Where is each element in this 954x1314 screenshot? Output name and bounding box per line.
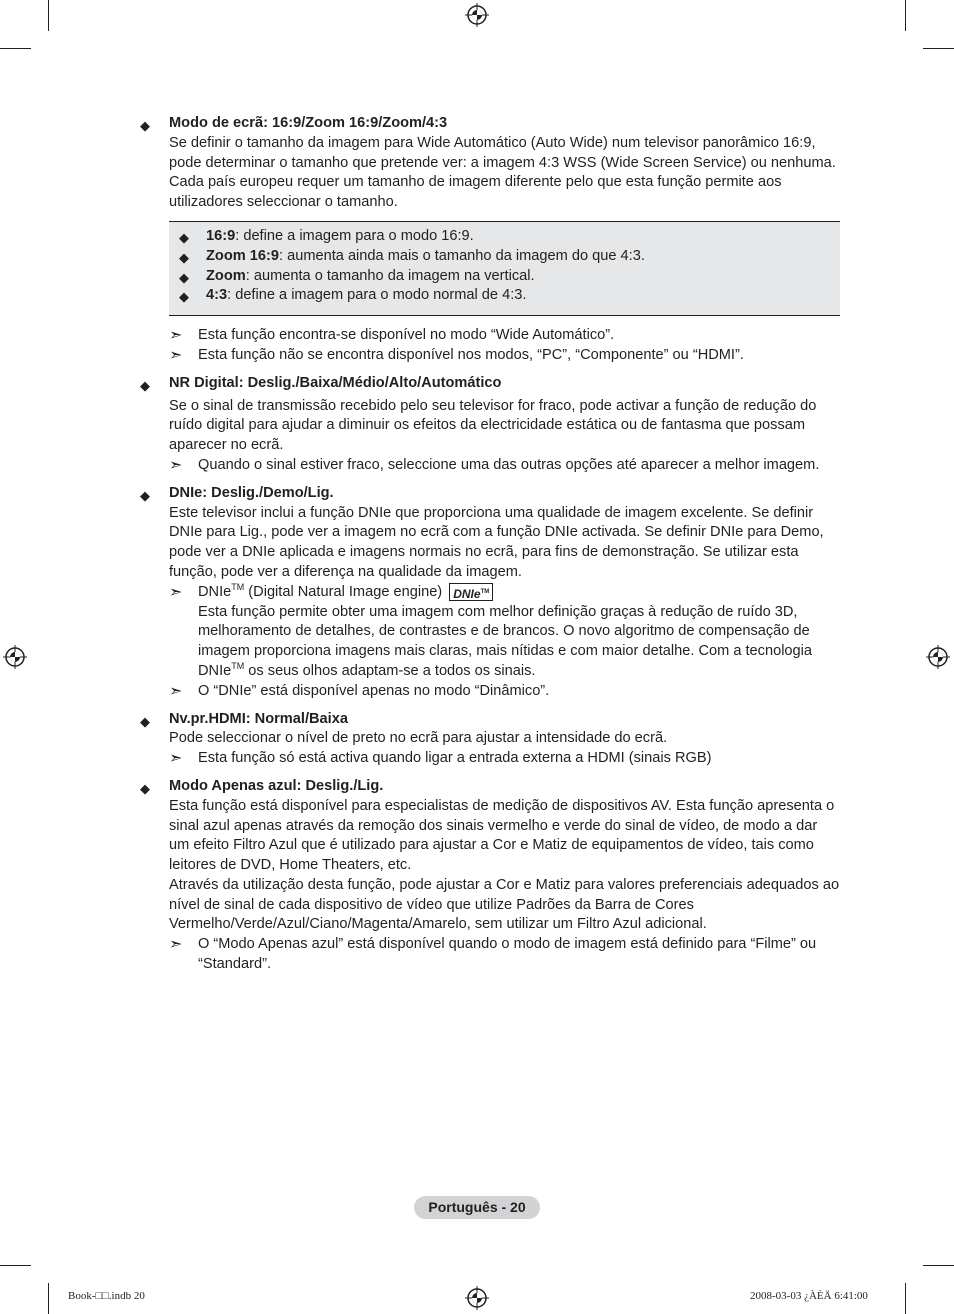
option-item (179, 267, 840, 287)
crop-mark (48, 0, 49, 31)
crop-mark (905, 0, 906, 31)
section-body: Pode seleccionar o nível de preto no ecrã para ajustar a intensidade do ecrã. (169, 730, 668, 747)
option-text: : aumenta o tamanho da imagem na vertical. (245, 267, 535, 284)
option-item (179, 286, 840, 306)
section-body: Este televisor inclui a função DNIe que proporciona uma qualidade de imagem excelente. Se definir DNIe para Lig., pode ver a imagem no ecrã com a função DNIe activada. Se definir DNIe para Demo, pode ver a DNIe aplicada e imagens normais no ecrã, para fins de demonstração. Se utilizar esta função, pode ver a diferença na qualidade da imagem. (169, 504, 824, 580)
footer-file-info: Book-□□.indb 20 (68, 1290, 145, 1302)
option-item (179, 247, 840, 267)
footer-timestamp: 2008-03-03 ¿ÀÈÄ 6:41:00 (750, 1290, 868, 1302)
crop-mark (48, 1283, 49, 1314)
note (169, 346, 840, 366)
note-text (198, 603, 840, 682)
crop-mark (923, 48, 954, 49)
note-arrow-icon: ➣ (169, 327, 183, 345)
diamond-bullet-icon: ◆ (140, 377, 150, 393)
note (169, 749, 840, 769)
dnie-expansion: (Digital Natural Image engine) (244, 583, 443, 600)
dnie-logo (449, 583, 493, 601)
crop-mark (0, 48, 31, 49)
option-text: : define a imagem para o modo 16:9. (235, 227, 474, 244)
option-term: Zoom (206, 267, 246, 284)
option-box (169, 221, 840, 316)
section-hdmi-black-level (140, 710, 840, 769)
diamond-bullet-icon: ◆ (140, 118, 150, 133)
note-arrow-icon: ➣ (169, 583, 183, 601)
diamond-bullet-icon: ◆ (179, 249, 189, 265)
diamond-bullet-icon: ◆ (140, 780, 150, 796)
option-term: 16:9 (206, 227, 236, 244)
note-arrow-icon: ➣ (169, 936, 183, 954)
diamond-bullet-icon: ◆ (140, 713, 150, 729)
page-number-badge: Português - 20 (414, 1196, 540, 1219)
manual-content (140, 114, 840, 983)
dnie-logo-tm: TM (480, 588, 490, 595)
crop-mark (0, 1265, 31, 1266)
note-arrow-icon: ➣ (169, 682, 183, 700)
crop-mark (905, 1283, 906, 1314)
note (169, 456, 840, 476)
section-body: Se o sinal de transmissão recebido pelo seu televisor for fraco, pode activar a função de redução do ruído digital para ajudar a diminuir os efeitos da electricidade estática ou de fantasma que possam aparecer no ecrã. (169, 397, 817, 454)
note-heading (198, 583, 840, 603)
section-title: Modo de ecrã: 16:9/Zoom 16:9/Zoom/4:3 (169, 115, 448, 131)
dnie-logo-text: DNIe (453, 586, 481, 601)
trademark: TM (231, 581, 245, 592)
section-body: Se definir o tamanho da imagem para Wide Automático (Auto Wide) num televisor panorâmico 16:9, pode determinar o tamanho que pretende ver: a imagem 4:3 WSS (Wide Screen Service) ou nenhuma. Cada país europeu requer um tamanho de imagem diferente pelo que esta função permite aos utilizadores seleccionar o tamanho. (169, 134, 836, 211)
section-body-2: Através da utilização desta função, pode ajustar a Cor e Matiz para valores preferenciais adequados ao nível de sinal de cada dispositivo de vídeo que utilize Padrões da Barra de Cores Vermelho/Verde/Azul/Ciano/Magenta/Amarelo, sem utilizar um Filtro Azul adicional. (169, 876, 840, 933)
note-text: O “DNIe” está disponível apenas no modo “Dinâmico”. (198, 682, 550, 699)
section-screen-mode (140, 114, 840, 366)
note-text: O “Modo Apenas azul” está disponível quando o modo de imagem está definido para “Filme” ou “Standard”. (198, 936, 817, 973)
registration-mark-icon (465, 3, 489, 27)
registration-mark-icon (465, 1286, 489, 1310)
note (169, 682, 840, 702)
dnie-text: DNIe (198, 583, 232, 600)
section-dnie (140, 484, 840, 702)
note (169, 935, 840, 975)
diamond-bullet-icon: ◆ (179, 269, 189, 285)
option-text: : aumenta ainda mais o tamanho da imagem do que 4:3. (278, 247, 645, 264)
option-item (179, 227, 840, 247)
option-term: 4:3 (206, 287, 228, 304)
section-title: Nv.pr.HDMI: Normal/Baixa (169, 710, 348, 727)
dnie-description-end: os seus olhos adaptam-se a todos os sinais. (244, 662, 536, 679)
note-arrow-icon: ➣ (169, 456, 183, 474)
option-text: : define a imagem para o modo normal de 4:3. (227, 287, 527, 304)
section-title: DNIe: Deslig./Demo/Lig. (169, 484, 334, 501)
note-arrow-icon: ➣ (169, 750, 183, 768)
note-dnie (169, 583, 840, 682)
note-text: Quando o sinal estiver fraco, seleccione uma das outras opções até aparecer a melhor imagem. (198, 456, 820, 473)
diamond-bullet-icon: ◆ (179, 229, 189, 245)
note-text: Esta função não se encontra disponível nos modos, “PC”, “Componente” ou “HDMI”. (198, 346, 744, 363)
note-arrow-icon: ➣ (169, 346, 183, 364)
option-term: Zoom 16:9 (206, 247, 279, 264)
section-blue-only-mode (140, 777, 840, 975)
note-text: Esta função encontra-se disponível no modo “Wide Automático”. (198, 327, 615, 344)
note-text: Esta função só está activa quando ligar a entrada externa a HDMI (sinais RGB) (198, 750, 712, 767)
diamond-bullet-icon: ◆ (140, 487, 150, 503)
section-title: Modo Apenas azul: Deslig./Lig. (169, 777, 384, 794)
dnie-description: Esta função permite obter uma imagem com melhor definição graças à redução de ruído 3D, melhoramento de detalhes, de contrastes e de brancos. O novo algoritmo de compensação de imagem proporciona imagens mais claras, mais nítidas e com maior detalhe. Com a tecnologia DNIe (198, 603, 813, 679)
trademark: TM (231, 661, 245, 672)
diamond-bullet-icon: ◆ (179, 289, 189, 305)
section-digital-nr (140, 374, 840, 476)
registration-mark-icon (926, 645, 950, 669)
crop-mark (923, 1265, 954, 1266)
section-body: Esta função está disponível para especialistas de medição de dispositivos AV. Esta função apresenta o sinal azul apenas através da remoção dos sinais vermelho e verde do sinal de vídeo, de modo a dar um efeito Filtro Azul que é utilizado para ajustar a Cor e Matiz de equipamentos de vídeo, tais como leitores de DVD, Home Theaters, etc. (169, 797, 835, 874)
registration-mark-icon (3, 645, 27, 669)
note (169, 326, 840, 346)
section-title: NR Digital: Deslig./Baixa/Médio/Alto/Automático (169, 374, 502, 391)
